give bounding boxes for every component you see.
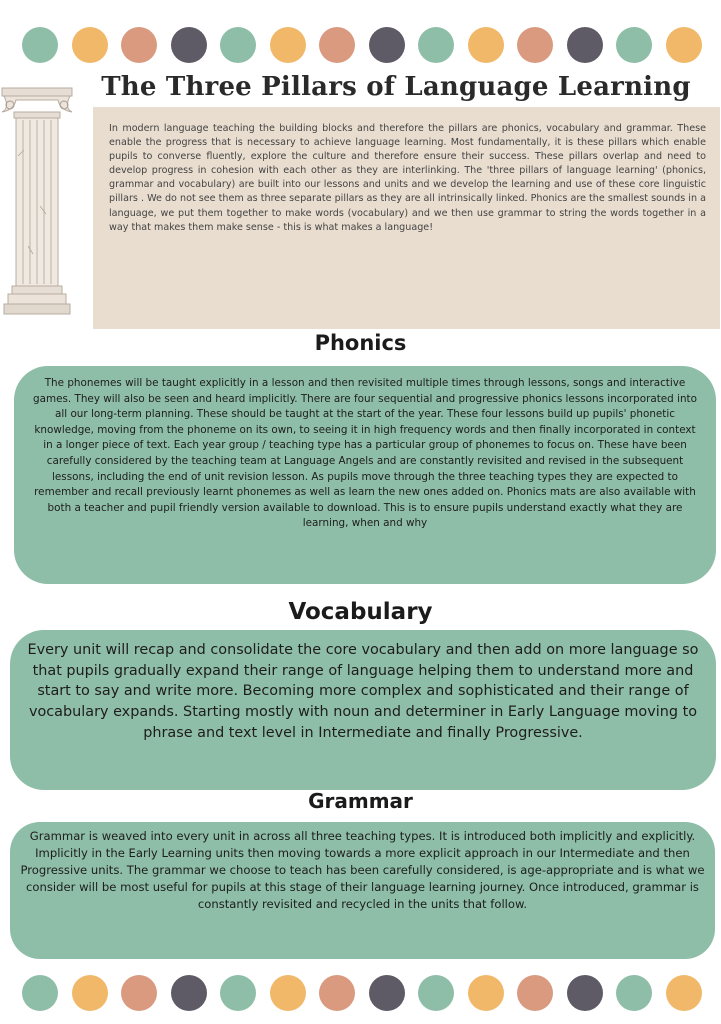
- decorative-dot: [22, 975, 58, 1011]
- decorative-dot: [616, 975, 652, 1011]
- decorative-dot: [171, 975, 207, 1011]
- vocabulary-body: Every unit will recap and consolidate the core vocabulary and then add on more language so that pupils gradually expand their range of language helping them to understand more and start to say and write more. Becoming more complex and sophisticated and their range of vocabulary expands. Starting mostly with noun and determiner in Early Language moving to phrase and text level in Intermediate and finally Progressive.: [27, 642, 699, 741]
- decorative-dot: [171, 27, 207, 63]
- decorative-dot: [121, 975, 157, 1011]
- decorative-dot: [319, 27, 355, 63]
- vocabulary-panel: [10, 630, 716, 790]
- decorative-dot: [22, 27, 58, 63]
- decorative-dot: [270, 27, 306, 63]
- decorative-dot: [270, 975, 306, 1011]
- grammar-panel: [10, 822, 715, 959]
- decorative-dot: [666, 975, 702, 1011]
- decorative-dot: [220, 27, 256, 63]
- decorative-dot: [319, 975, 355, 1011]
- decorative-dot: [616, 27, 652, 63]
- phonics-body: The phonemes will be taught explicitly in a lesson and then revisited multiple times through lessons, songs and interactive games. They will also be seen and heard implicitly. There are four sequential and progressive phonics lessons incorporated into all our long-term planning. These should be taught at the start of the year. These four lessons build up pupils' phonetic knowledge, moving from the phoneme on its own, to seeing it in high frequency words and then finally incorporated in context in a longer piece of text. Each year group / teaching type has a particular group of phonemes to focus on. These have been carefully considered by the teaching team at Language Angels and are constantly revisited and revised in the subsequent lessons, including the end of unit revision lesson. As pupils move through the three teaching types they are expected to remember and recall previously learnt phonemes as well as learn the new ones added on. Phonics mats are also available with both a teacher and pupil friendly version available to download. This is to ensure pupils understand exactly what they are learning, when and why: [33, 377, 697, 530]
- bottom-dot-row: [22, 973, 702, 1013]
- decorative-dot: [666, 27, 702, 63]
- decorative-dot: [468, 975, 504, 1011]
- grammar-heading: Grammar: [308, 789, 413, 813]
- decorative-dot: [220, 975, 256, 1011]
- top-dot-row: [22, 25, 702, 65]
- column-pillar-illustration: [0, 86, 80, 316]
- vocabulary-heading: Vocabulary: [288, 599, 433, 625]
- phonics-heading: Phonics: [314, 331, 407, 355]
- decorative-dot: [72, 27, 108, 63]
- decorative-dot: [369, 975, 405, 1011]
- decorative-dot: [121, 27, 157, 63]
- page-title: The Three Pillars of Language Learning: [101, 72, 691, 102]
- decorative-dot: [418, 27, 454, 63]
- decorative-dot: [468, 27, 504, 63]
- intro-paragraph: In modern language teaching the building blocks and therefore the pillars are phonics, vocabulary and grammar. These enable the progress that is necessary to achieve language learning. Most fundamentally, it is these pillars which enable pupils to converse fluently, explore the culture and therefore ensure their success. These pillars overlap and need to develop progress in cohesion with each other as they are interlinking. The 'three pillars of language learning' (phonics, grammar and vocabulary) are built into our lessons and units and we develop the learning and use of these core linguistic pillars . We do not see them as three separate pillars as they are all intrinsically linked. Phonics are the smallest sounds in a language, we put them together to make words (vocabulary) and we then use grammar to string the words together in a way that makes them make sense - this is what makes a language!: [109, 123, 706, 233]
- decorative-dot: [72, 975, 108, 1011]
- grammar-body: Grammar is weaved into every unit in across all three teaching types. It is introduced both implicitly and explicitly. Implicitly in the Early Learning units then moving towards a more explicit approach in our Intermediate and then Progressive units. The grammar we choose to teach has been carefully considered, is age-appropriate and is what we consider will be most useful for pupils at this stage of their language learning journey. Once introduced, grammar is constantly revisited and recycled in the units that follow.: [20, 829, 705, 911]
- intro-box: [93, 107, 720, 329]
- decorative-dot: [567, 27, 603, 63]
- decorative-dot: [517, 975, 553, 1011]
- decorative-dot: [369, 27, 405, 63]
- phonics-panel: [14, 366, 716, 584]
- decorative-dot: [567, 975, 603, 1011]
- decorative-dot: [517, 27, 553, 63]
- decorative-dot: [418, 975, 454, 1011]
